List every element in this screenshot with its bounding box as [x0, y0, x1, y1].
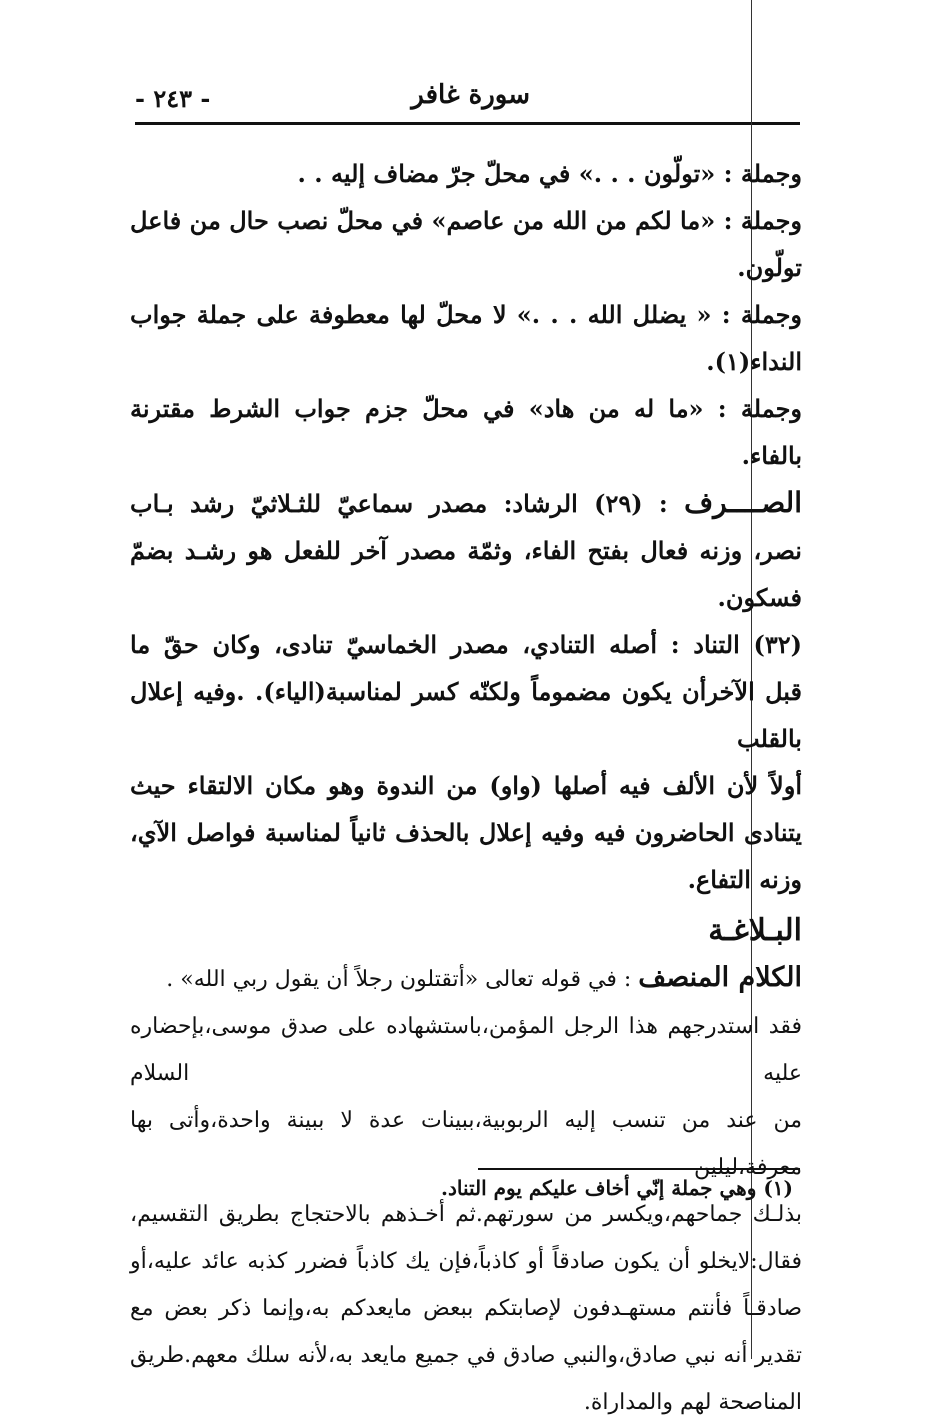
footnote: (١) وهي جملة إنّي أخاف عليكم يوم التناد. — [440, 1176, 793, 1200]
page-number: - ٢٤٣ - — [135, 84, 211, 113]
page-header — [135, 80, 800, 120]
balagha-lead-line — [130, 954, 802, 1003]
syntax-line: تولّون. — [737, 253, 802, 282]
balagha-line: تقدير أنه نبي صادق،والنبي صادق في جميع مايعد به،لأنه سلك معهم.طريق — [130, 1343, 802, 1368]
balagha-lead: الكلام المنصف — [638, 962, 802, 993]
footnote-rule — [478, 1168, 800, 1170]
balagha-line: المناصحة لهم والمداراة. — [583, 1390, 802, 1415]
sarf-line: (٣٢) التناد : أصله التنادي، مصدر الخماسيّ تنادى، وكان حقّ ما — [130, 630, 802, 659]
header-rule — [135, 122, 800, 125]
surah-title: سورة غافر — [411, 80, 530, 110]
balagha-title: البـلاغـة — [708, 913, 802, 948]
balagha-line: فقال:لايخلو أن يكون صادقاً أو كاذباً،فإن يك كاذباً فضرر كذبه عائد عليه،أو — [130, 1249, 802, 1274]
sarf-line: نصر، وزنه فعال بفتح الفاء، وثمّة مصدر آخر للفعل هو رشـد بضمّ — [130, 536, 802, 565]
sarf-line: أولاً لأن الألف فيه أصلها (واو) من الندوة وهو مكان الالتقاء حيث — [130, 771, 803, 800]
syntax-line: وجملة : « يضلل الله . . .» لا محلّ لها معطوفة على جملة جواب — [130, 300, 802, 329]
balagha-line: بذلـك جماحهم،ويكسر من سورتهم.ثم أخـذهم بالاحتجاج بطريق التقسيم، — [130, 1202, 802, 1227]
syntax-line: وجملة : «ما لكم من الله من عاصم» في محلّ نصب حال من فاعل — [130, 206, 802, 235]
sarf-line: وزنه التفاع. — [687, 865, 802, 894]
sarf-line — [130, 479, 802, 527]
sarf-line: يتنادى الحاضرون فيه وفيه إعلال بالحذف ثانياً لمناسبة فواصل الآي، — [130, 818, 802, 847]
sarf-text: : (٢٩) الرشاد: مصدر سماعيّ للثـلاثيّ رشد بـاب — [130, 489, 668, 518]
sarf-label: الصــــرف — [684, 486, 802, 519]
syntax-line: وجملة : «ما له من هاد» في محلّ جزم جواب الشرط مقترنة بالفاء. — [130, 394, 802, 470]
balagha-line: من عند من تنسب إليه الربوبية،ببينات عدة لا ببينة واحدة،وأتى بها معرفة،ليلين — [130, 1108, 802, 1180]
syntax-line: وجملة : «تولّون . . .» في محلّ جرّ مضاف إليه . . — [297, 159, 802, 188]
balagha-line: فقد استدرجهم هذا الرجل المؤمن،باستشهاده على صدق موسى،بإحضاره عليه السلام — [130, 1014, 802, 1086]
sarf-line: فسكون. — [717, 583, 802, 612]
balagha-lead-rest: : في قوله تعالى «أتقتلون رجلاً أن يقول ربي الله» . — [166, 967, 632, 992]
sarf-line: قبل الآخرأن يكون مضموماً ولكنّه كسر لمناسبة(الياء). .وفيه إعلال بالقلب — [130, 677, 802, 753]
balagha-line: صادقـاً فأنتم مستهـدفون لإصابتكم ببعض مايعدكم به،وإنما ذكر بعض مع — [130, 1296, 802, 1321]
syntax-line: النداء(١). — [706, 347, 802, 376]
page-body — [130, 150, 802, 1426]
